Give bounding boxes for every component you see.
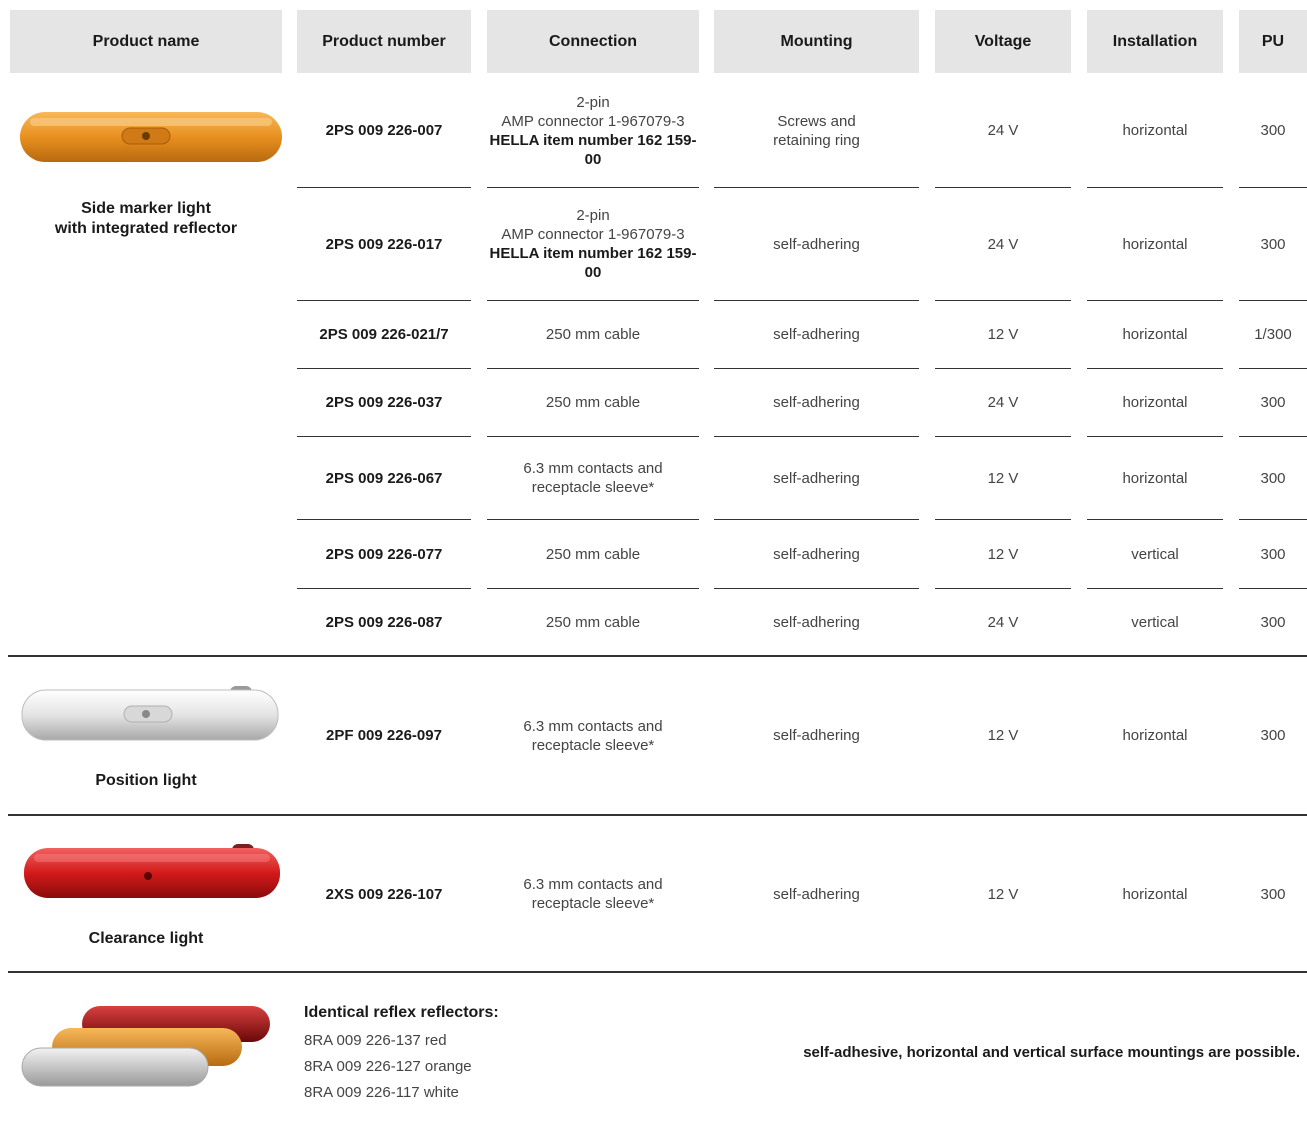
connection-cell: 250 mm cable (545, 326, 641, 343)
side-marker-label-line1: Side marker light (81, 200, 211, 217)
connection-line: 6.3 mm contacts and (523, 460, 663, 477)
mounting-cell (714, 74, 919, 187)
side-marker-light-image (14, 104, 286, 170)
product-number: 2PS 009 226-067 (325, 469, 443, 487)
connection-cell (487, 437, 699, 519)
row-separator-line (1239, 588, 1307, 589)
pu-cell: 1/300 (1254, 326, 1292, 343)
product-number: 2XS 009 226-107 (325, 885, 443, 903)
reflectors-title: Identical reflex reflectors: (304, 1004, 499, 1021)
row-separator-line (714, 187, 919, 188)
pu-cell: 300 (1260, 545, 1286, 563)
connection-line: 2-pin (576, 93, 610, 111)
header-product-name: Product name (10, 10, 282, 73)
row-separator-line (714, 519, 919, 520)
connection-line: receptacle sleeve* (531, 736, 655, 754)
mounting-cell: self-adhering (773, 727, 860, 744)
product-number: 2PF 009 226-097 (326, 727, 442, 744)
position-light-label: Position light (95, 772, 197, 789)
reflex-reflectors-image (18, 998, 274, 1106)
reflector-item-white: 8RA 009 226-117 white (304, 1084, 459, 1101)
hella-item-number: HELLA item number 162 159-00 (489, 131, 697, 168)
connection-line: receptacle sleeve* (531, 479, 655, 496)
pu-cell: 300 (1260, 885, 1286, 903)
pu-cell: 300 (1260, 235, 1286, 253)
voltage-cell: 12 V (987, 727, 1019, 744)
installation-cell: horizontal (1122, 727, 1188, 744)
voltage-cell: 12 V (987, 885, 1019, 903)
mounting-cell: self-adhering (773, 613, 860, 631)
product-number: 2PS 009 226-077 (325, 545, 443, 563)
side-marker-label (10, 199, 282, 239)
row-separator-line (487, 436, 699, 437)
row-separator-line (487, 368, 699, 369)
pu-cell: 300 (1260, 394, 1286, 411)
row-separator-line (935, 187, 1071, 188)
installation-cell: horizontal (1122, 885, 1188, 903)
connection-cell: 250 mm cable (545, 545, 641, 563)
header-connection: Connection (487, 10, 699, 73)
row-separator-line (1239, 368, 1307, 369)
hella-item-number: HELLA item number 162 159-00 (489, 245, 697, 281)
connection-line: AMP connector 1-967079-3 (501, 112, 685, 130)
product-number: 2PS 009 226-021/7 (319, 326, 449, 343)
row-separator-line (1239, 436, 1307, 437)
row-separator-line (1239, 300, 1307, 301)
row-separator-line (714, 588, 919, 589)
voltage-cell: 24 V (987, 394, 1019, 411)
row-separator-line (297, 436, 471, 437)
pu-cell: 300 (1260, 727, 1286, 744)
installation-cell: horizontal (1122, 122, 1188, 139)
product-number: 2PS 009 226-007 (325, 122, 443, 139)
clearance-light-image (20, 840, 286, 906)
clearance-light-label: Clearance light (88, 930, 204, 947)
installation-cell: horizontal (1122, 394, 1188, 411)
installation-cell: horizontal (1122, 235, 1188, 253)
side-marker-label-line2: with integrated reflector (54, 220, 238, 237)
row-separator-line (297, 300, 471, 301)
product-number: 2PS 009 226-017 (325, 235, 443, 253)
section-divider (8, 814, 1307, 816)
voltage-cell: 12 V (987, 469, 1019, 487)
mounting-cell: self-adhering (773, 326, 860, 343)
header-mounting: Mounting (714, 10, 919, 73)
row-separator-line (714, 368, 919, 369)
mounting-cell: self-adhering (773, 545, 860, 563)
connection-line: AMP connector 1-967079-3 (501, 226, 685, 243)
mounting-cell: self-adhering (773, 885, 860, 903)
row-separator-line (935, 588, 1071, 589)
connection-cell (487, 188, 699, 300)
row-separator-line (1087, 187, 1223, 188)
voltage-cell: 12 V (987, 326, 1019, 343)
row-separator-line (935, 436, 1071, 437)
voltage-cell: 12 V (987, 545, 1019, 563)
reflectors-note: self-adhesive, horizontal and vertical surface mountings are possible. (803, 1044, 1300, 1061)
product-number: 2PS 009 226-037 (325, 394, 443, 411)
installation-cell: horizontal (1122, 469, 1188, 487)
row-separator-line (1087, 436, 1223, 437)
connection-cell (487, 816, 699, 972)
connection-line: 2-pin (576, 207, 610, 224)
reflector-item-red: 8RA 009 226-137 red (304, 1032, 447, 1049)
row-separator-line (1087, 368, 1223, 369)
row-separator-line (935, 368, 1071, 369)
connection-line: 6.3 mm contacts and (523, 717, 663, 735)
header-pu: PU (1239, 10, 1307, 73)
row-separator-line (487, 187, 699, 188)
connection-line: 6.3 mm contacts and (523, 876, 663, 893)
row-separator-line (487, 519, 699, 520)
installation-cell: horizontal (1122, 326, 1188, 343)
voltage-cell: 24 V (987, 235, 1019, 253)
row-separator-line (1239, 519, 1307, 520)
row-separator-line (714, 436, 919, 437)
pu-cell: 300 (1260, 469, 1286, 487)
row-separator-line (487, 588, 699, 589)
connection-cell (487, 657, 699, 814)
row-separator-line (1239, 187, 1307, 188)
mounting-line: Screws and (777, 112, 856, 130)
mounting-cell: self-adhering (773, 235, 860, 253)
installation-cell: vertical (1131, 613, 1179, 631)
pu-cell: 300 (1260, 122, 1286, 139)
pu-cell: 300 (1260, 613, 1286, 631)
product-number: 2PS 009 226-087 (325, 613, 443, 631)
row-separator-line (487, 300, 699, 301)
position-light-image (18, 682, 284, 748)
section-divider (8, 655, 1307, 657)
mounting-cell: self-adhering (773, 394, 860, 411)
reflector-item-orange: 8RA 009 226-127 orange (304, 1058, 472, 1075)
voltage-cell: 24 V (987, 122, 1019, 139)
mounting-cell: self-adhering (773, 469, 860, 487)
row-separator-line (935, 300, 1071, 301)
row-separator-line (714, 300, 919, 301)
header-voltage: Voltage (935, 10, 1071, 73)
header-installation: Installation (1087, 10, 1223, 73)
connection-line: receptacle sleeve* (531, 895, 655, 912)
section-divider (8, 971, 1307, 973)
row-separator-line (935, 519, 1071, 520)
row-separator-line (1087, 519, 1223, 520)
installation-cell: vertical (1131, 545, 1179, 563)
connection-cell: 250 mm cable (545, 394, 641, 411)
connection-cell (487, 74, 699, 187)
voltage-cell: 24 V (987, 613, 1019, 631)
row-separator-line (1087, 300, 1223, 301)
row-separator-line (297, 368, 471, 369)
header-product-number: Product number (297, 10, 471, 73)
connection-cell: 250 mm cable (545, 613, 641, 631)
mounting-line: retaining ring (773, 131, 860, 149)
row-separator-line (297, 519, 471, 520)
row-separator-line (1087, 588, 1223, 589)
row-separator-line (297, 187, 471, 188)
row-separator-line (297, 588, 471, 589)
